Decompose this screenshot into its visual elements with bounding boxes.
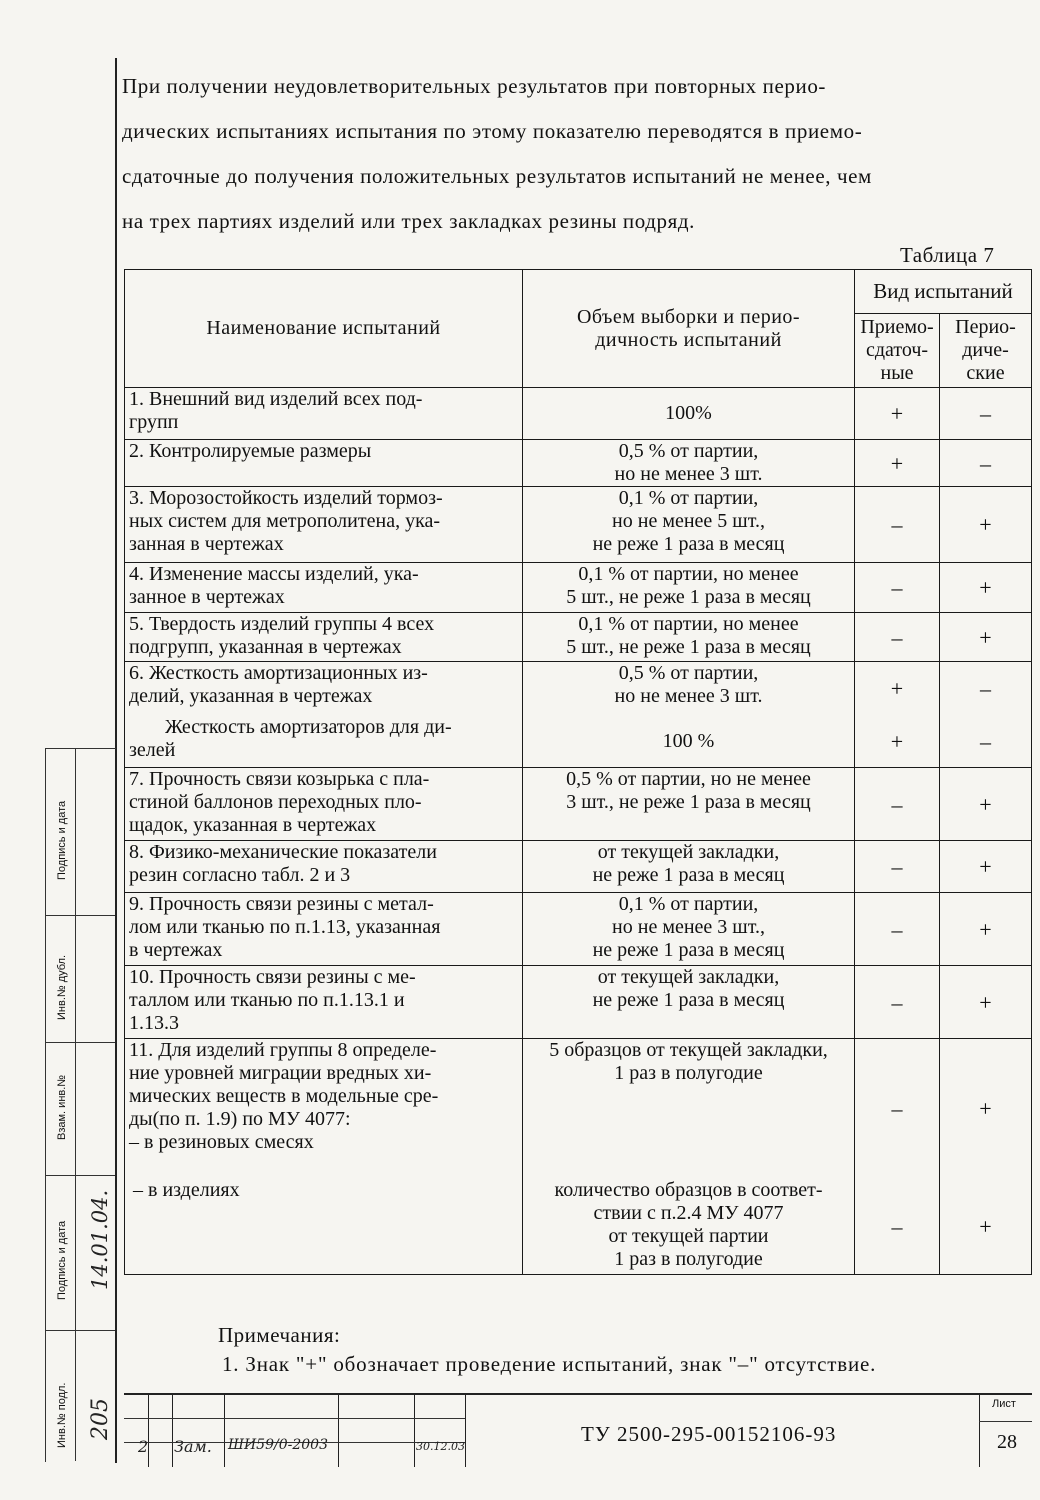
table-row [125, 768, 1032, 841]
table-row [125, 966, 1032, 1039]
periodic-mark: + [940, 768, 1032, 841]
side-label-signature-2: Подпись и дата [56, 1220, 68, 1300]
side-stamp-line [45, 1175, 115, 1176]
side-label-orig-inv: Инв.№ подл. [56, 1382, 68, 1448]
sheet-number: 28 [997, 1431, 1017, 1453]
test-volume: 0,1 % от партии, но не менее 3 шт., не реже 1 раза в месяц [523, 893, 855, 966]
sheet-label: Лист [992, 1398, 1016, 1410]
title-block-line [338, 1393, 339, 1467]
test-volume: 100% [523, 388, 855, 440]
header-volume: Объем выборки и перио- дичность испытаний [523, 270, 855, 388]
table-row [125, 487, 1032, 563]
test-volume: количество образцов в соответ- ствии с п.2.4 МУ 4077 от текущей партии 1 раз в полугодие [523, 1179, 855, 1275]
header-name: Наименование испытаний [125, 270, 523, 388]
periodic-mark: + [940, 893, 1032, 966]
table-row [125, 893, 1032, 966]
acceptance-mark: – [855, 768, 940, 841]
test-volume: 100 % [523, 716, 855, 768]
acceptance-mark: – [855, 893, 940, 966]
test-name: 6. Жесткость амортизационных из- делий, указанная в чертежах [125, 662, 523, 716]
periodic-mark: + [940, 487, 1032, 563]
handwritten-date: 14.01.04. [88, 1189, 112, 1290]
side-label-signature: Подпись и дата [56, 800, 68, 880]
change-doc-number: ШИ59/0-2003 [228, 1437, 328, 1453]
acceptance-mark: + [855, 440, 940, 487]
test-volume: от текущей закладки, не реже 1 раза в месяц [523, 841, 855, 893]
table-label: Таблица 7 [900, 243, 995, 267]
acceptance-mark: – [855, 1179, 940, 1275]
test-volume: 0,1 % от партии, но менее 5 шт., не реже 1 раза в месяц [523, 613, 855, 662]
table-row [125, 388, 1032, 440]
periodic-mark: + [940, 841, 1032, 893]
periodic-mark: + [940, 563, 1032, 613]
test-name: 7. Прочность связи козырька с пла- стиной баллонов переходных пло- щадок, указанная в чертежах [125, 768, 523, 841]
title-block-line [979, 1421, 1032, 1422]
title-block-line [124, 1418, 465, 1419]
acceptance-mark: – [855, 841, 940, 893]
acceptance-mark: – [855, 1039, 940, 1179]
title-block-line [414, 1393, 415, 1467]
document-code: ТУ 2500-295-00152106-93 [581, 1422, 837, 1446]
paragraph-line: дических испытаниях испытания по этому показателю переводятся в приемо- [122, 119, 863, 143]
test-name: 5. Твердость изделий группы 4 всех подгрупп, указанная в чертежах [125, 613, 523, 662]
periodic-mark: + [940, 966, 1032, 1039]
test-volume: 0,5 % от партии, но не менее 3 шт. [523, 662, 855, 716]
acceptance-mark: + [855, 662, 940, 716]
paragraph-line: сдаточные до получения положительных результатов испытаний не менее, чем [122, 164, 872, 188]
test-volume: 0,1 % от партии, но не менее 5 шт., не реже 1 раза в месяц [523, 487, 855, 563]
periodic-mark: – [940, 388, 1032, 440]
side-stamp-line [45, 1042, 115, 1043]
acceptance-mark: – [855, 613, 940, 662]
table-row [125, 1039, 1032, 1179]
periodic-mark: + [940, 1179, 1032, 1275]
change-type: Зам. [174, 1437, 212, 1456]
test-volume: 0,5 % от партии, но не менее 3 шт. [523, 440, 855, 487]
test-volume: 5 образцов от текущей закладки, 1 раз в полугодие [523, 1039, 855, 1179]
table-row [125, 662, 1032, 716]
title-block-line [465, 1393, 466, 1467]
test-name: 11. Для изделий группы 8 определе- ние уровней миграции вредных хи- мических веществ в модельные сре- ды(по п. 1.9) по МУ 4077: – в резиновых смесях [125, 1039, 523, 1179]
test-volume: 0,1 % от партии, но менее 5 шт., не реже 1 раза в месяц [523, 563, 855, 613]
test-name: 8. Физико-механические показатели резин согласно табл. 2 и 3 [125, 841, 523, 893]
periodic-mark: + [940, 613, 1032, 662]
periodic-mark: – [940, 440, 1032, 487]
acceptance-mark: – [855, 487, 940, 563]
notes-title: Примечания: [218, 1323, 341, 1347]
side-stamp-line [45, 915, 115, 916]
table-row [125, 440, 1032, 487]
change-number: 2 [138, 1437, 149, 1456]
note-item: 1. Знак "+" обозначает проведение испытаний, знак "–" отсутствие. [222, 1352, 877, 1376]
table-subrow [125, 716, 1032, 768]
title-block-line [979, 1393, 980, 1467]
change-date: 30.12.03 [416, 1440, 465, 1453]
acceptance-mark: + [855, 388, 940, 440]
header-acceptance: Приемо- сдаточ- ные [855, 314, 940, 388]
periodic-mark: + [940, 1039, 1032, 1179]
handwritten-inv: 205 [88, 1398, 113, 1440]
header-type: Вид испытаний [855, 270, 1032, 314]
test-volume: 0,5 % от партии, но не менее 3 шт., не реже 1 раза в месяц [523, 768, 855, 841]
test-name: 9. Прочность связи резины с метал- лом или тканью по п.1.13, указанная в чертежах [125, 893, 523, 966]
test-name: – в изделиях [125, 1179, 523, 1275]
title-block [124, 1393, 1032, 1469]
test-name: 4. Изменение массы изделий, ука- занное в чертежах [125, 563, 523, 613]
test-name: 1. Внешний вид изделий всех под- групп [125, 388, 523, 440]
acceptance-mark: – [855, 966, 940, 1039]
table-row [125, 563, 1032, 613]
test-name: Жесткость амортизаторов для ди- зелей [125, 716, 523, 768]
test-name: 2. Контролируемые размеры [125, 440, 523, 487]
periodic-mark: – [940, 662, 1032, 716]
side-label-dup-inv: Инв.№ дубл. [56, 954, 68, 1020]
periodic-mark: – [940, 716, 1032, 768]
intro-paragraph [122, 64, 1017, 244]
test-name: 10. Прочность связи резины с ме- таллом или тканью по п.1.13.1 и 1.13.3 [125, 966, 523, 1039]
acceptance-mark: – [855, 563, 940, 613]
tests-table [124, 269, 1032, 1275]
paragraph-line: на трех партиях изделий или трех закладках резины подряд. [122, 209, 696, 233]
paragraph-line: При получении неудовлетворительных результатов при повторных перио- [122, 74, 827, 98]
side-stamp-line [45, 1330, 115, 1331]
test-volume: от текущей закладки, не реже 1 раза в месяц [523, 966, 855, 1039]
title-block-line [172, 1393, 173, 1467]
test-name: 3. Морозостойкость изделий тормоз- ных систем для метрополитена, ука- занная в чертежах [125, 487, 523, 563]
title-block-line [224, 1393, 225, 1467]
header-periodic: Перио- диче- ские [940, 314, 1032, 388]
side-stamp-divider [75, 748, 76, 1461]
table-row [125, 841, 1032, 893]
table-row [125, 613, 1032, 662]
table-subrow [125, 1179, 1032, 1275]
side-label-replace-inv: Взам. инв.№ [56, 1074, 68, 1140]
acceptance-mark: + [855, 716, 940, 768]
